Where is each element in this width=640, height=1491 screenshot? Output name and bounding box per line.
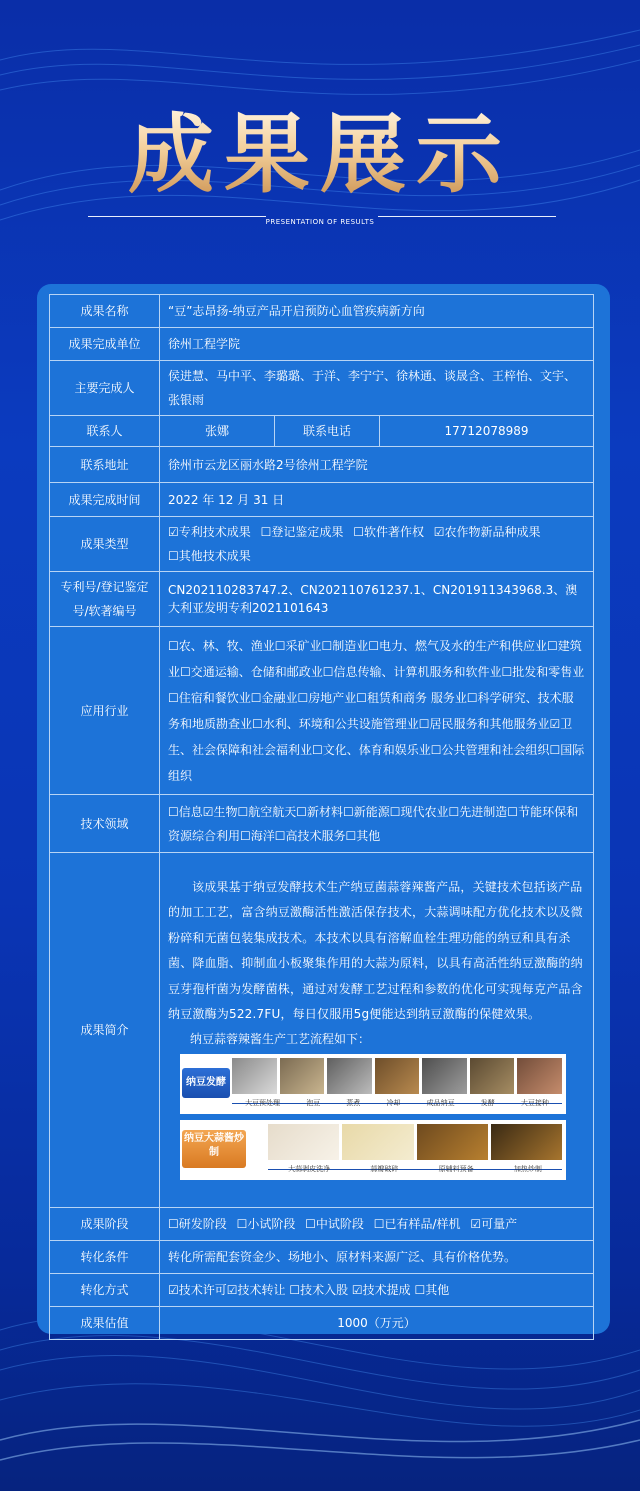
process-photo xyxy=(375,1058,420,1094)
label-contact: 联系人 xyxy=(50,416,160,447)
label-summary: 成果简介 xyxy=(50,853,160,1208)
value-name: “豆”志昂扬-纳豆产品开启预防心血管疾病新方向 xyxy=(160,295,594,328)
value-stage[interactable]: ☐研发阶段 ☐小试阶段 ☐中试阶段 ☐已有样品/样机 ☑可量产 xyxy=(160,1208,594,1241)
value-phone: 17712078989 xyxy=(380,416,594,447)
label-phone: 联系电话 xyxy=(275,416,380,447)
label-type: 成果类型 xyxy=(50,517,160,572)
flow-step: 原辅料预备 xyxy=(438,1164,474,1173)
label-patent: 专利号/登记鉴定号/软著编号 xyxy=(50,572,160,627)
value-valuation: 1000（万元） xyxy=(160,1307,594,1340)
value-summary xyxy=(160,853,594,1208)
flow-step: 大豆预处理 xyxy=(245,1098,281,1107)
row-contact xyxy=(50,416,594,447)
flow-step: 蒜瓣破碎 xyxy=(370,1164,399,1173)
label-name: 成果名称 xyxy=(50,295,160,328)
process-photo xyxy=(422,1058,467,1094)
summary-paragraph: 该成果基于纳豆发酵技术生产纳豆菌蒜蓉辣酱产品，关键技术包括该产品的加工工艺，富含纳豆激酶活性激活保存技术，大蒜调味配方优化技术以及微粉碎和无菌包装集成技术。本技术以具有溶解血栓生理功能的纳豆和具有杀菌、降血脂、抑制血小板聚集作用的大蒜为原料，以具有高活性纳豆激酶的纳豆芽孢杆菌为发酵菌株，通过对发酵工艺过程和参数的优化可实现每克产品含纳豆激酶为522.7FU，每日仅服用5g便能达到纳豆激酶的保健效果。 xyxy=(168,879,583,1021)
flow-tag-garlic: 纳豆大蒜酱炒制 xyxy=(182,1130,246,1168)
achievement-table xyxy=(49,294,594,1340)
row-unit xyxy=(50,328,594,361)
type-option[interactable]: ☐登记鉴定成果 xyxy=(260,525,344,539)
value-type xyxy=(160,517,594,572)
type-option[interactable]: ☑农作物新品种成果 xyxy=(433,525,541,539)
label-method: 转化方式 xyxy=(50,1274,160,1307)
value-industry: ☐农、林、牧、渔业☐采矿业☐制造业☐电力、燃气及水的生产和供应业☐建筑业☐交通运输、仓储和邮政业☐信息传输、计算机服务和软件业☐批发和零售业☐住宿和餐饮业☐金融业☐房地产业☐租赁和商务 服务业☐科学研究、技术服务和地质勘查业☐水利、环境和公共设施管理业☐居民服务和其他服务业☑卫生、社会保障和社会福利业☐文化、体育和娱乐业☐公共管理和社会组织☐国际组织 xyxy=(160,627,594,795)
type-option[interactable]: ☐软件著作权 xyxy=(353,525,424,539)
process-photo xyxy=(232,1058,277,1094)
value-address: 徐州市云龙区丽水路2号徐州工程学院 xyxy=(160,447,594,483)
process-photo xyxy=(268,1124,339,1160)
process-photo xyxy=(280,1058,325,1094)
flow-step: 大蒜剥皮洗净 xyxy=(288,1164,331,1173)
label-date: 成果完成时间 xyxy=(50,483,160,517)
row-valuation xyxy=(50,1307,594,1340)
label-stage: 成果阶段 xyxy=(50,1208,160,1241)
page-title: 成果展示 xyxy=(0,105,640,205)
process-photo xyxy=(417,1124,488,1160)
value-people: 侯进慧、马中平、李璐璐、于洋、李宁宁、徐林通、谈晟含、王梓怡、文宇、张银雨 xyxy=(160,361,594,416)
row-summary xyxy=(50,853,594,1208)
label-industry: 应用行业 xyxy=(50,627,160,795)
row-address xyxy=(50,447,594,483)
process-photo xyxy=(491,1124,562,1160)
flow-step: 冷却 xyxy=(386,1098,401,1107)
label-address: 联系地址 xyxy=(50,447,160,483)
row-date xyxy=(50,483,594,517)
flow-step: 泡豆 xyxy=(306,1098,321,1107)
flow-steps xyxy=(268,1162,562,1176)
row-conditions xyxy=(50,1241,594,1274)
label-conditions: 转化条件 xyxy=(50,1241,160,1274)
label-unit: 成果完成单位 xyxy=(50,328,160,361)
flow-steps xyxy=(232,1096,562,1110)
page-subtitle: PRESENTATION OF RESULTS xyxy=(265,218,375,226)
row-patent xyxy=(50,572,594,627)
value-field: ☐信息☑生物☐航空航天☐新材料☐新能源☐现代农业☐先进制造☐节能环保和资源综合利用☐海洋☐高技术服务☐其他 xyxy=(160,795,594,853)
row-stage xyxy=(50,1208,594,1241)
value-patent: CN202110283747.2、CN202110761237.1、CN201911343968.3、澳大利亚发明专利2021101643 xyxy=(160,572,594,627)
process-photos xyxy=(268,1124,562,1160)
row-industry xyxy=(50,627,594,795)
process-photo xyxy=(517,1058,562,1094)
flow-step: 发酵 xyxy=(480,1098,495,1107)
process-flow-garlic xyxy=(180,1120,566,1180)
flow-title: 纳豆蒜蓉辣酱生产工艺流程如下： xyxy=(190,1031,371,1046)
process-photos xyxy=(232,1058,562,1094)
flow-step: 大豆接种 xyxy=(520,1098,549,1107)
value-date: 2022 年 12 月 31 日 xyxy=(160,483,594,517)
row-name xyxy=(50,295,594,328)
value-contact: 张娜 xyxy=(160,416,275,447)
value-unit: 徐州工程学院 xyxy=(160,328,594,361)
row-field xyxy=(50,795,594,853)
type-option[interactable]: ☐其他技术成果 xyxy=(168,549,251,563)
process-photo xyxy=(470,1058,515,1094)
flow-tag-natto: 纳豆发酵 xyxy=(182,1068,230,1098)
label-people: 主要完成人 xyxy=(50,361,160,416)
value-conditions: 转化所需配套资金少、场地小、原材料来源广泛、具有价格优势。 xyxy=(160,1241,594,1274)
process-photo xyxy=(327,1058,372,1094)
value-method[interactable]: ☑技术许可☑技术转让 ☐技术入股 ☑技术提成 ☐其他 xyxy=(160,1274,594,1307)
flow-step: 加热炒制 xyxy=(513,1164,542,1173)
row-method xyxy=(50,1274,594,1307)
row-type xyxy=(50,517,594,572)
flow-step: 成品纳豆 xyxy=(426,1098,455,1107)
flow-step: 蒸煮 xyxy=(346,1098,361,1107)
type-option[interactable]: ☑专利技术成果 xyxy=(168,525,251,539)
process-photo xyxy=(342,1124,413,1160)
row-people xyxy=(50,361,594,416)
process-flow-natto xyxy=(180,1054,566,1114)
label-field: 技术领域 xyxy=(50,795,160,853)
label-valuation: 成果估值 xyxy=(50,1307,160,1340)
